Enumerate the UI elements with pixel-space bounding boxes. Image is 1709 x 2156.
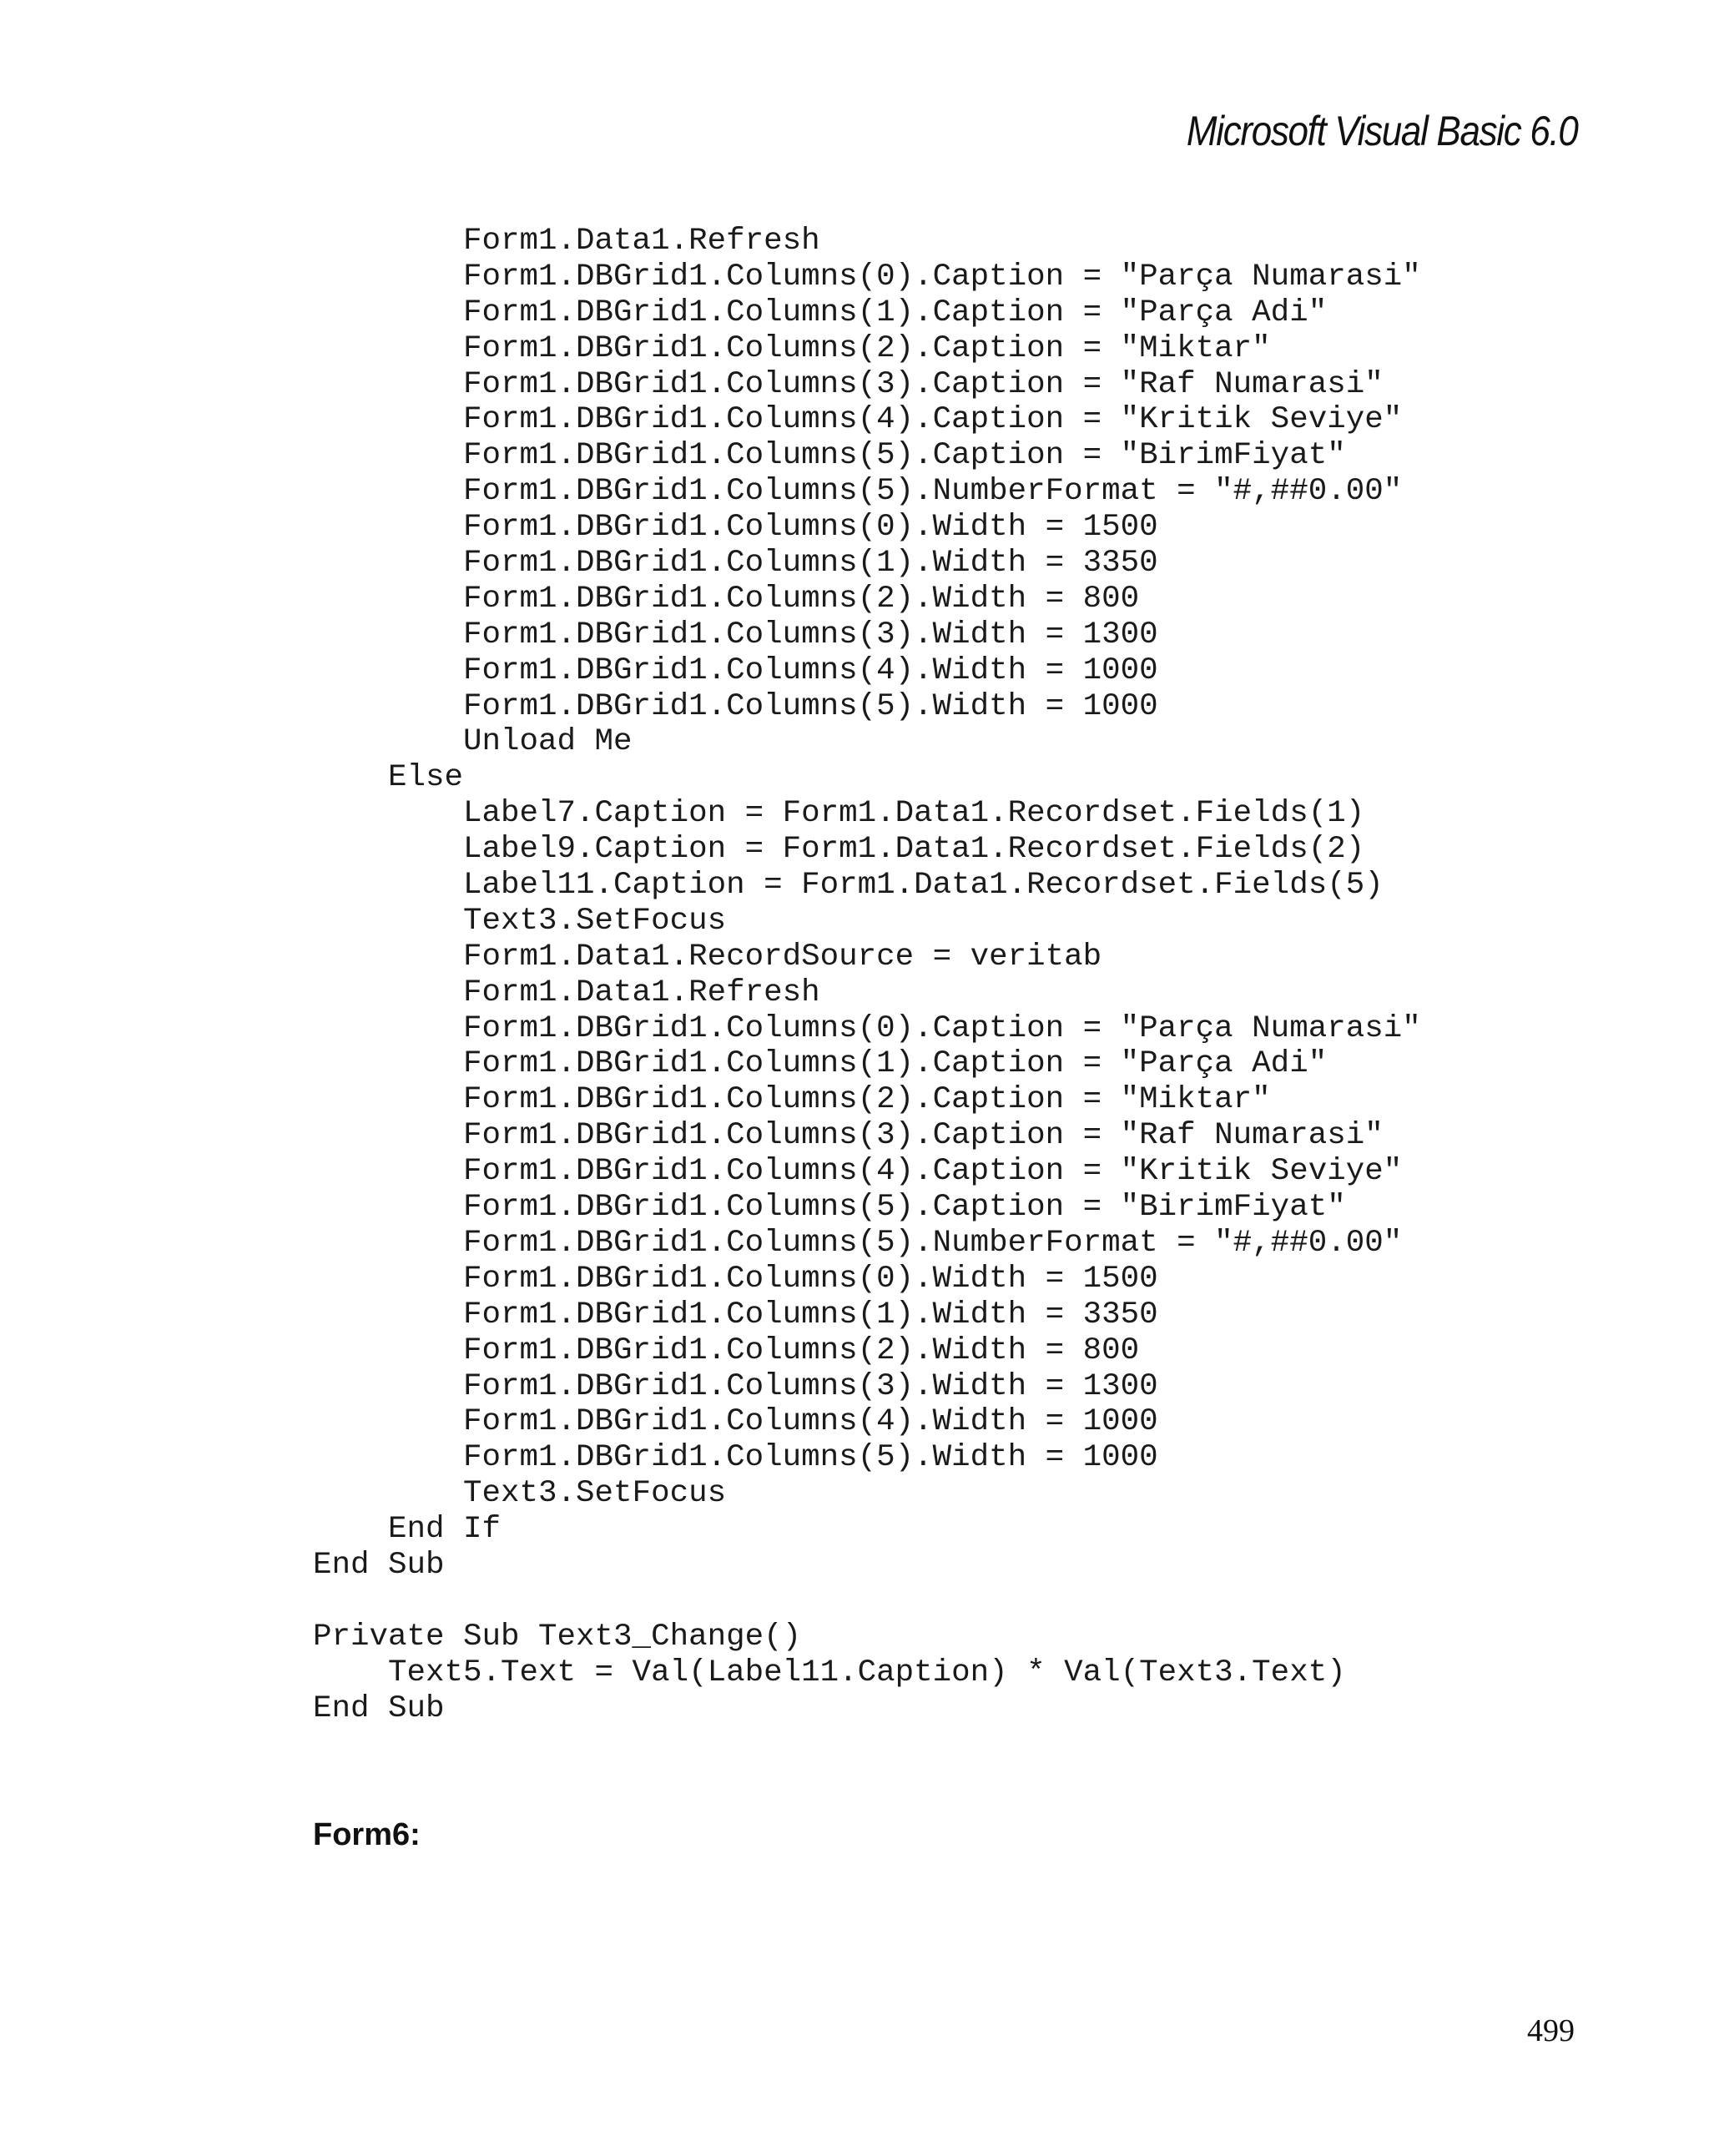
code-line: Text3.SetFocus — [313, 903, 727, 939]
code-line: Label9.Caption = Form1.Data1.Recordset.Fields(2) — [313, 832, 1365, 868]
code-line: Form1.DBGrid1.Columns(0).Caption = "Parça Numarasi" — [313, 1010, 1421, 1046]
code-line: Form1.DBGrid1.Columns(5).Caption = "BirimFiyat" — [313, 438, 1346, 474]
code-line: Label11.Caption = Form1.Data1.Recordset.Fields(5) — [313, 868, 1384, 904]
code-line: Form1.Data1.Refresh — [313, 975, 820, 1010]
code-line: Form1.DBGrid1.Columns(5).NumberFormat = "#,##0.00" — [313, 1225, 1403, 1261]
code-line: Form1.DBGrid1.Columns(1).Caption = "Parça Adi" — [313, 1046, 1328, 1082]
running-header: Microsoft Visual Basic 6.0 — [1187, 108, 1578, 154]
code-listing — [313, 224, 1421, 1726]
code-line: Form1.DBGrid1.Columns(5).Width = 1000 — [313, 688, 1158, 724]
code-line: Form1.Data1.Refresh — [313, 224, 820, 259]
page-number: 499 — [1527, 2013, 1575, 2048]
code-line: Form1.DBGrid1.Columns(2).Caption = "Miktar" — [313, 1082, 1271, 1118]
code-line: Form1.DBGrid1.Columns(1).Width = 3350 — [313, 1297, 1158, 1332]
code-line: Form1.DBGrid1.Columns(4).Width = 1000 — [313, 652, 1158, 688]
code-line: Form1.DBGrid1.Columns(0).Caption = "Parça Numarasi" — [313, 259, 1421, 295]
code-line: End If — [313, 1512, 502, 1548]
code-line: End Sub — [313, 1690, 445, 1726]
code-line: Form1.DBGrid1.Columns(4).Width = 1000 — [313, 1404, 1158, 1440]
code-line: Form1.DBGrid1.Columns(0).Width = 1500 — [313, 1261, 1158, 1297]
code-line: Else — [313, 760, 464, 796]
code-line: Form1.DBGrid1.Columns(1).Caption = "Parça Adi" — [313, 295, 1328, 330]
code-line: Form1.DBGrid1.Columns(0).Width = 1500 — [313, 510, 1158, 546]
code-line: End Sub — [313, 1547, 445, 1583]
code-line: Form1.DBGrid1.Columns(3).Width = 1300 — [313, 617, 1158, 652]
code-line: Form1.DBGrid1.Columns(4).Caption = "Kritik Seviye" — [313, 1154, 1403, 1190]
code-line: Form1.DBGrid1.Columns(3).Width = 1300 — [313, 1368, 1158, 1404]
code-line — [313, 1584, 1421, 1620]
code-line: Form1.DBGrid1.Columns(5).Width = 1000 — [313, 1440, 1158, 1476]
code-line: Form1.Data1.RecordSource = veritab — [313, 939, 1102, 975]
code-line: Form1.DBGrid1.Columns(2).Caption = "Miktar" — [313, 330, 1271, 366]
code-line: Label7.Caption = Form1.Data1.Recordset.Fields(1) — [313, 796, 1365, 832]
code-line: Unload Me — [313, 724, 633, 760]
code-line: Form1.DBGrid1.Columns(5).NumberFormat = "#,##0.00" — [313, 474, 1403, 510]
code-line: Text5.Text = Val(Label11.Caption) * Val(Text3.Text) — [313, 1655, 1346, 1690]
section-heading: Form6: — [313, 1817, 421, 1852]
code-line: Form1.DBGrid1.Columns(3).Caption = "Raf Numarasi" — [313, 366, 1384, 402]
code-line: Form1.DBGrid1.Columns(5).Caption = "BirimFiyat" — [313, 1190, 1346, 1226]
code-line: Form1.DBGrid1.Columns(2).Width = 800 — [313, 581, 1140, 617]
code-line: Form1.DBGrid1.Columns(2).Width = 800 — [313, 1332, 1140, 1368]
code-line: Form1.DBGrid1.Columns(4).Caption = "Kritik Seviye" — [313, 402, 1403, 438]
code-line: Form1.DBGrid1.Columns(3).Caption = "Raf Numarasi" — [313, 1118, 1384, 1154]
code-line: Text3.SetFocus — [313, 1476, 727, 1512]
code-line: Form1.DBGrid1.Columns(1).Width = 3350 — [313, 546, 1158, 582]
code-line: Private Sub Text3_Change() — [313, 1619, 802, 1655]
